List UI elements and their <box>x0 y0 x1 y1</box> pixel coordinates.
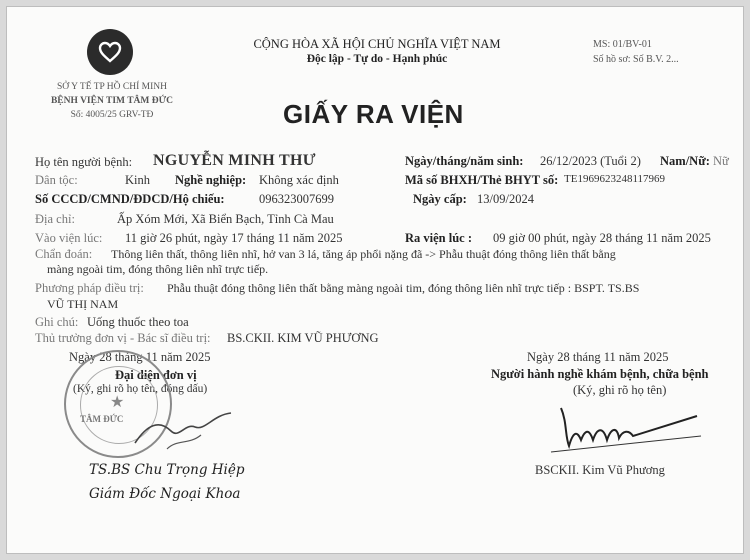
issue-label: Ngày cấp: <box>413 192 467 206</box>
right-signature-icon <box>547 402 707 454</box>
treatment-line1: Phẫu thuật đóng thông liên thất bằng màng ngoài tim, đóng thông liên nhĩ trực tiếp : BSPT. TS.BS <box>167 281 640 295</box>
left-sign-title: Giám Đốc Ngoại Khoa <box>89 486 241 502</box>
left-sign-role: Đại diện đơn vị <box>115 368 197 382</box>
header-license: Số: 4005/25 GRV-TĐ <box>70 110 154 120</box>
dob-label: Ngày/tháng/năm sinh: <box>405 154 524 168</box>
page-title: GIẤY RA VIỆN <box>283 99 464 129</box>
right-sign-hint: (Ký, ghi rõ họ tên) <box>573 383 667 397</box>
dob-value: 26/12/2023 (Tuổi 2) <box>540 154 641 168</box>
treatment-line2: VŨ THỊ NAM <box>47 297 119 311</box>
doctor-label: Thủ trưởng đơn vị - Bác sĩ điều trị: <box>35 331 211 345</box>
insurance-value: TE1969623248117969 <box>564 173 666 185</box>
header-form-no: MS: 01/BV-01 <box>593 39 652 50</box>
job-value: Không xác định <box>259 173 339 187</box>
hospital-heart-logo-icon <box>87 29 133 75</box>
patient-name: NGUYỄN MINH THƯ <box>153 152 316 169</box>
treatment-label: Phương pháp điều trị: <box>35 281 144 295</box>
sex-label: Nam/Nữ: <box>660 154 710 168</box>
header-record-no: Số hồ sơ: Số B.V. 2... <box>593 54 679 65</box>
ethnic-value: Kinh <box>125 173 150 187</box>
job-label: Nghề nghiệp: <box>175 173 247 187</box>
diagnosis-line2: màng ngoài tim, đóng thông liên nhĩ trực tiếp. <box>47 262 269 276</box>
admission-out-value: 09 giờ 00 phút, ngày 28 tháng 11 năm 2025 <box>493 231 711 245</box>
patient-name-label: Họ tên người bệnh: <box>35 155 133 169</box>
ethnic-label: Dân tộc: <box>35 173 78 187</box>
id-label: Số CCCD/CMND/ĐDCD/Hộ chiếu: <box>35 192 225 206</box>
right-sign-date: Ngày 28 tháng 11 năm 2025 <box>527 350 669 364</box>
right-sign-name: BSCKII. Kim Vũ Phương <box>535 463 665 477</box>
stamp-star-icon: ★ <box>110 394 125 411</box>
admission-in-label: Vào viện lúc: <box>35 231 103 245</box>
diagnosis-line1: Thông liên thất, thông liên nhĩ, hở van 3 lá, tăng áp phổi nặng đã -> Phẫu thuật đóng thông liên thất bằng <box>111 247 616 261</box>
admission-in-value: 11 giờ 26 phút, ngày 17 tháng 11 năm 2025 <box>125 231 343 245</box>
header-nation: CỘNG HÒA XÃ HỘI CHỦ NGHĨA VIỆT NAM <box>253 37 501 51</box>
left-signature-icon <box>127 405 237 455</box>
right-sign-role: Người hành nghề khám bệnh, chữa bệnh <box>491 367 709 381</box>
note-value: Uống thuốc theo toa <box>87 315 189 329</box>
insurance-label: Mã số BHXH/Thẻ BHYT số: <box>405 173 559 187</box>
discharge-document <box>6 6 744 554</box>
address-label: Địa chỉ: <box>35 212 75 226</box>
diagnosis-label: Chẩn đoán: <box>35 247 93 261</box>
id-value: 096323007699 <box>259 192 334 206</box>
note-label: Ghi chú: <box>35 315 79 329</box>
doctor-value: BS.CKII. KIM VŨ PHƯƠNG <box>227 331 379 345</box>
header-motto: Độc lập - Tự do - Hạnh phúc <box>306 53 448 65</box>
stamp-text: TÂM ĐỨC <box>80 414 124 424</box>
header-dept: SỞ Y TẾ TP HỒ CHÍ MINH <box>57 82 167 92</box>
header-hospital: BỆNH VIỆN TIM TÂM ĐỨC <box>50 96 174 106</box>
sex-value: Nữ <box>713 154 729 168</box>
left-sign-hint: (Ký, ghi rõ họ tên, đóng dấu) <box>73 383 208 395</box>
left-sign-date: Ngày 28 tháng 11 năm 2025 <box>69 350 211 364</box>
address-value: Ấp Xóm Mới, Xã Biển Bạch, Tỉnh Cà Mau <box>117 212 334 226</box>
left-sign-name: TS.BS Chu Trọng Hiệp <box>89 462 245 478</box>
issue-value: 13/09/2024 <box>477 192 534 206</box>
admission-out-label: Ra viện lúc : <box>405 231 473 245</box>
